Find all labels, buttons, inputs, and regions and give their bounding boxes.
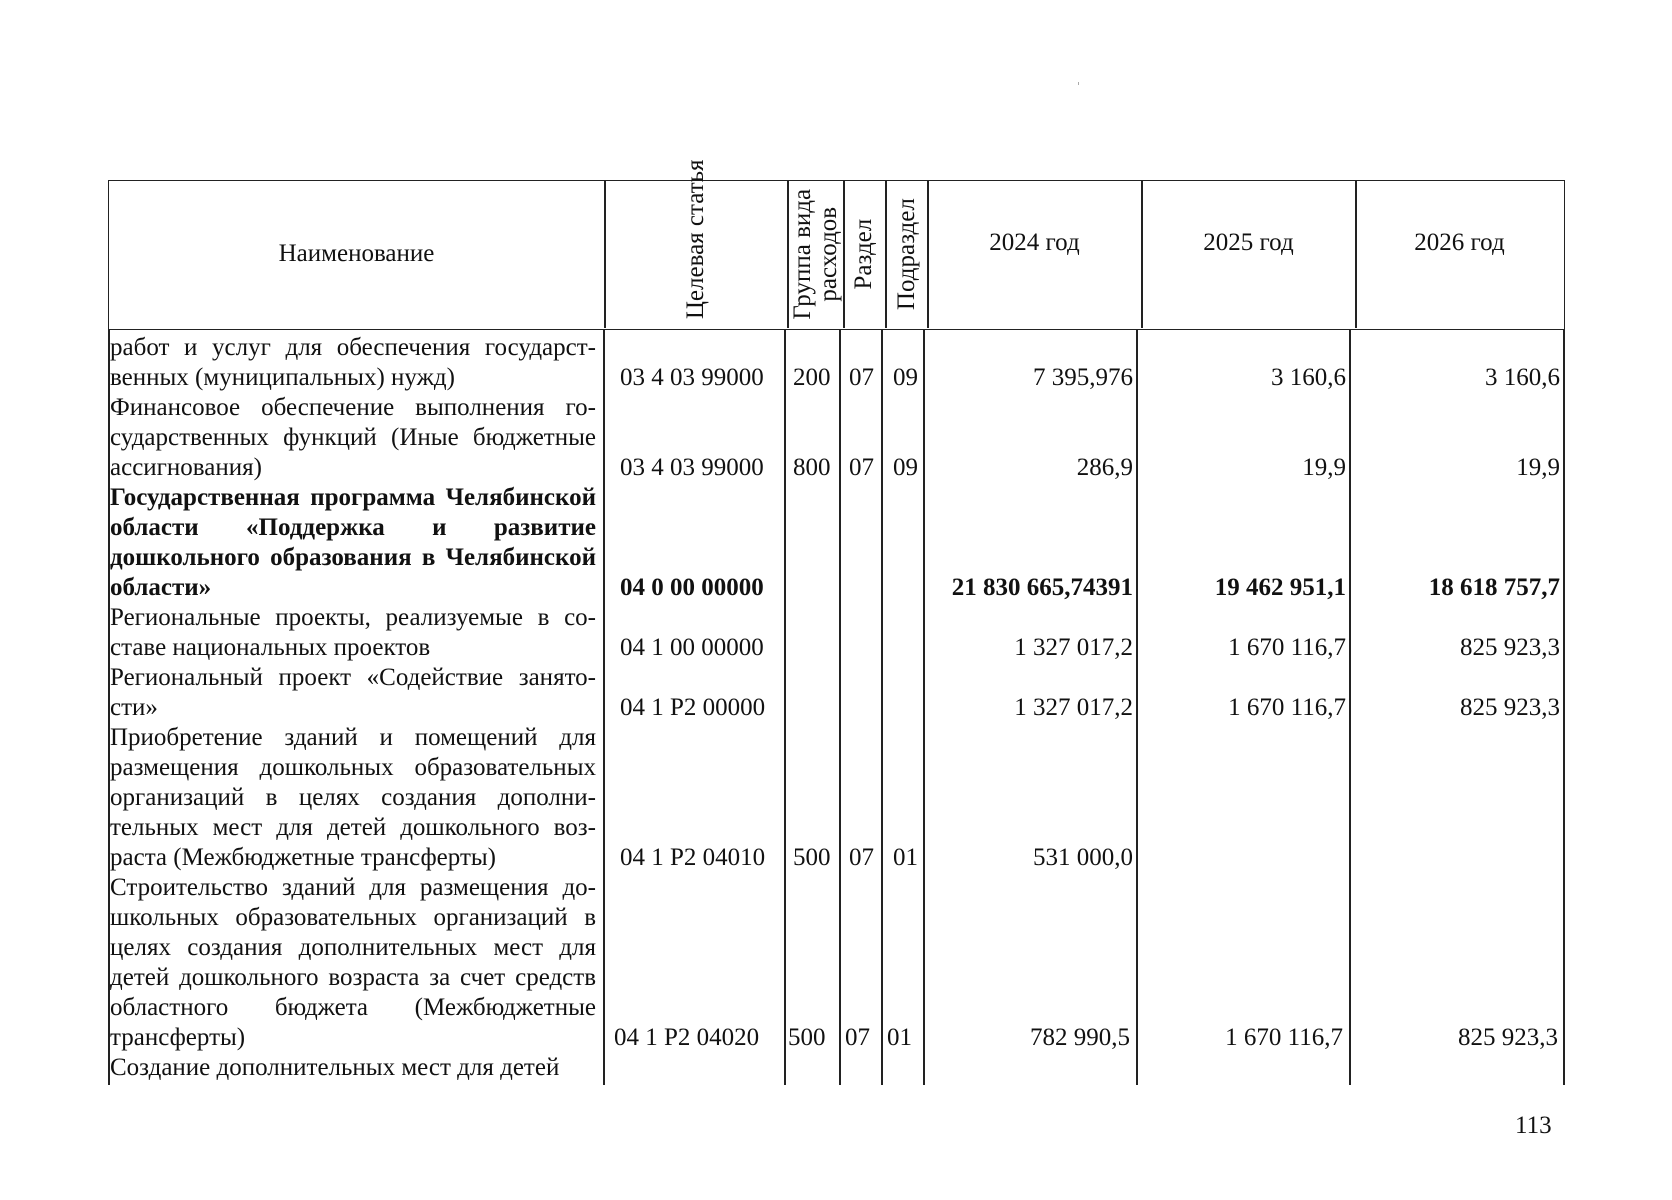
row-section: 07 [849,454,874,481]
row-name: Государственная программа Челябинской области «Поддержка и развитие дошкольного образования в Челябинской области» [110,484,596,601]
row-subsection: 01 [893,844,918,871]
scan-mark [1078,82,1079,85]
header-subsection [886,181,927,328]
row-section: 07 [845,1024,870,1051]
row-name: Финансовое обеспечение выполнения государственных функций (Иные бюджетные ассигнования) [110,394,596,481]
header-divider [927,181,929,328]
row-value-2026: 19,9 [1516,454,1560,481]
row-name: Создание дополнительных мест для детей [110,1054,560,1081]
column-line [784,329,786,1085]
row-value-2025: 1 670 116,7 [1228,694,1346,721]
column-line [603,329,605,1085]
row-subsection: 09 [893,454,918,481]
header-2024: 2024 год [989,229,1080,257]
row-value-2026: 18 618 757,7 [1428,574,1560,601]
header-2025: 2025 год [1203,229,1294,257]
header-subsection-label: Подраздел [892,198,920,311]
row-code: 03 4 03 99000 [620,364,764,391]
row-value-2026: 825 923,3 [1458,1024,1558,1051]
row-code: 03 4 03 99000 [620,454,764,481]
header-divider [787,181,789,328]
row-value-2025: 1 670 116,7 [1228,634,1346,661]
row-section: 07 [849,844,874,871]
header-section [844,181,885,328]
table-header [108,159,1565,330]
row-name: Региональный проект «Содействие занятости» [110,664,596,721]
row-value-2026: 3 160,6 [1485,364,1560,391]
header-2026: 2026 год [1414,229,1505,257]
header-group-label: Группа вида расходов [788,189,842,320]
row-name: Строительство зданий для размещения дошкольных образовательных организаций в целях создания дополнительных мест для детей дошкольного возраста за счет средств областного бюджета (Межбюджетные трансферты) [110,874,596,1051]
row-name: работ и услуг для обеспечения государственных (муниципальных) нужд) [110,334,596,391]
page-number: 113 [1515,1112,1552,1139]
header-group [788,181,843,328]
row-subsection: 09 [893,364,918,391]
row-value-2024: 782 990,5 [1030,1024,1130,1051]
row-value-2024: 1 327 017,2 [1014,634,1133,661]
row-subsection: 01 [887,1024,912,1051]
row-value-2024: 531 000,0 [1033,844,1133,871]
header-section-label: Раздел [850,219,878,290]
row-group: 200 [793,364,831,391]
row-name: Приобретение зданий и помещений для размещения дошкольных образовательных организаций в целях создания дополнительных мест для детей дошкольного возраста (Межбюджетные трансферты) [110,724,596,871]
row-code: 04 0 00 00000 [620,574,764,601]
header-divider [604,181,606,328]
row-value-2025: 19 462 951,1 [1214,574,1346,601]
row-value-2024: 21 830 665,74391 [951,574,1133,601]
header-target-label: Целевая статья [681,159,709,320]
row-value-2024: 286,9 [1076,454,1133,481]
row-value-2024: 7 395,976 [1033,364,1133,391]
row-code: 04 1 P2 00000 [620,694,766,721]
header-divider [1355,181,1357,328]
row-group: 500 [793,844,831,871]
row-name: Региональные проекты, реализуемые в составе национальных проектов [110,604,596,661]
row-value-2024: 1 327 017,2 [1014,694,1133,721]
column-line [839,329,841,1085]
row-value-2025: 3 160,6 [1271,364,1346,391]
row-code: 04 1 P2 04010 [620,844,766,871]
row-code: 04 1 P2 04020 [614,1024,760,1051]
row-value-2026: 825 923,3 [1460,694,1560,721]
column-line [1563,329,1565,1085]
row-group: 500 [788,1024,826,1051]
row-value-2025: 19,9 [1302,454,1346,481]
header-name: Наименование [278,240,435,268]
row-value-2026: 825 923,3 [1460,634,1560,661]
row-code: 04 1 00 00000 [620,634,764,661]
header-divider [885,181,887,328]
column-line [881,329,883,1085]
row-section: 07 [849,364,874,391]
header-divider [1141,181,1143,328]
header-divider [843,181,845,328]
row-value-2025: 1 670 116,7 [1225,1024,1343,1051]
row-group: 800 [793,454,831,481]
header-target [605,159,787,328]
